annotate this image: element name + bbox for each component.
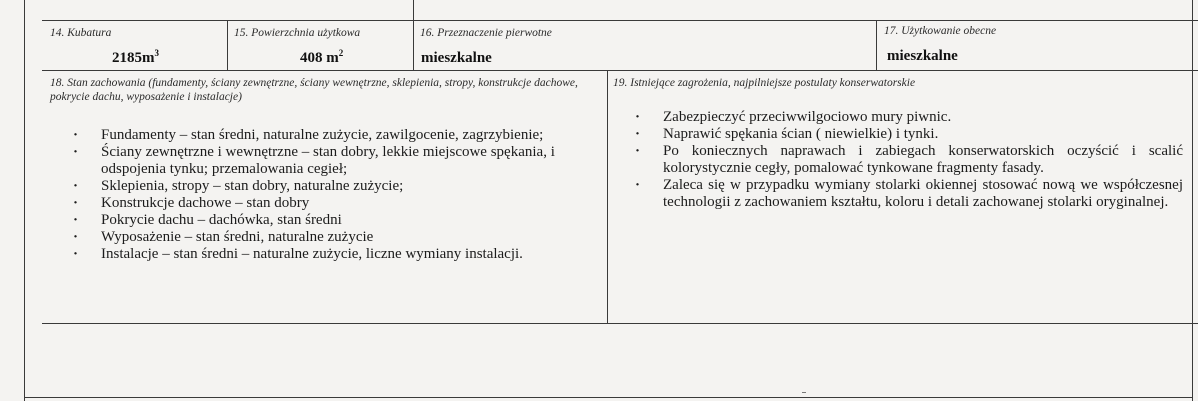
field-15-label: 15. Powierzchnia użytkowa [234, 27, 361, 39]
field-16-label: 16. Przeznaczenie pierwotne [420, 27, 552, 39]
bottom-page-border [24, 397, 1192, 398]
col-divider-1 [227, 20, 228, 70]
list-item: · Wyposażenie – stan średni, naturalne zużycie [73, 229, 583, 246]
row1-bottom-border [42, 70, 1198, 71]
right-page-border [1192, 0, 1193, 401]
field-16-value: mieszkalne [421, 50, 492, 66]
field-17-value: mieszkalne [887, 48, 958, 64]
list-item: · Ściany zewnętrzne i wewnętrzne – stan dobry, lekkie miejscowe spękania, i odspojenia tynku; przemalowania cegieł; [73, 144, 583, 178]
field-15-value [300, 48, 343, 67]
section-18-list [73, 127, 583, 263]
field-15-unit-exponent: 2 [338, 48, 344, 58]
row2-bottom-border [42, 323, 1198, 324]
section-19-label: 19. Istniejące zagrożenia, najpilniejsze postulaty konserwatorskie [613, 77, 916, 89]
section-19-list [635, 109, 1183, 211]
field-14-number: 2185m [112, 50, 155, 66]
list-item: · Sklepienia, stropy – stan dobry, naturalne zużycie; [73, 178, 583, 195]
col-divider-3 [876, 20, 877, 70]
list-item: · Zabezpieczyć przeciwwilgociowo mury piwnic. [635, 109, 1183, 126]
section-18-label: 18. Stan zachowania (fundamenty, ściany zewnętrzne, ściany wewnętrzne, sklepienia, stropy, konstrukcje dachowe, pokrycie dachu, wyposażenie i instalacje) [50, 77, 578, 103]
list-item: · Instalacje – stan średni – naturalne zużycie, liczne wymiany instalacji. [73, 246, 583, 263]
list-item: · Pokrycie dachu – dachówka, stan średni [73, 212, 583, 229]
field-14-value [112, 48, 159, 67]
list-item: · Zaleca się w przypadku wymiany stolarki okiennej stosować nową we współczesnej technologii z zachowaniem kształtu, koloru i detali zachowanej stolarki oryginalnej. [635, 177, 1183, 211]
field-14-unit-exponent: 3 [154, 48, 159, 58]
col-divider-mid [607, 70, 608, 323]
scan-mark [802, 392, 806, 393]
list-item: · Naprawić spękania ścian ( niewielkie) i tynki. [635, 126, 1183, 143]
col-divider-2 [413, 20, 414, 70]
field-15-number: 408 m [300, 50, 339, 66]
top-divider [413, 0, 414, 20]
list-item: · Po koniecznych naprawach i zabiegach konserwatorskich oczyścić i scalić kolorystycznie cegły, pomalować tynkowane fragmenty fasady. [635, 143, 1183, 177]
field-14-label: 14. Kubatura [50, 27, 112, 39]
row1-top-border [42, 20, 1198, 21]
list-item: · Fundamenty – stan średni, naturalne zużycie, zawilgocenie, zagrzybienie; [73, 127, 583, 144]
list-item: · Konstrukcje dachowe – stan dobry [73, 195, 583, 212]
field-17-label: 17. Użytkowanie obecne [884, 25, 997, 37]
left-page-border [24, 0, 25, 401]
